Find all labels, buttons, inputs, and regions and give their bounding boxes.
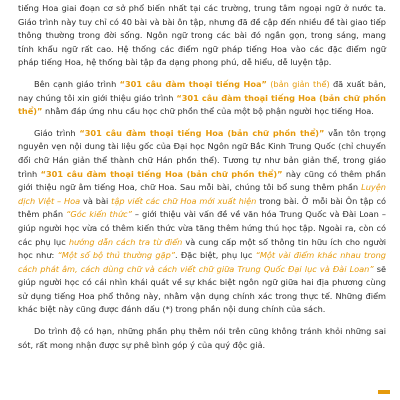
title-highlight: “301 câu đàm thoại tiếng Hoa (bản chữ phồn thể)” — [79, 127, 325, 138]
text: đã xuất bản, nay chúng tôi xin giới thiệu giáo trình — [18, 78, 386, 103]
page-marker — [378, 390, 390, 394]
italic-highlight: “Một số bộ thủ thường gặp” — [57, 250, 176, 261]
text: . Đặc biệt, phụ lục — [175, 250, 256, 261]
italic-highlight: hướng dẫn cách tra từ điển — [68, 236, 183, 247]
italic-highlight: tập viết các chữ Hoa mới xuất hiện — [111, 195, 257, 206]
title-highlight: “301 câu đàm thoại tiếng Hoa” — [119, 78, 267, 89]
text: Bên cạnh giáo trình — [34, 78, 120, 89]
text: và cung cấp một số thông tin hữu ích cho người học như: — [18, 236, 386, 261]
paragraph-content-description — [18, 127, 386, 317]
line: đề tài giao tiếp thông thường trong đời sống. Ngôn ngữ trong các bài đó ngắn gọn, — [18, 16, 387, 41]
line: tiếng Hoa giai đoạn cơ sở phổ biến nhất tại các trường, trung tâm ngoại ngữ ở — [18, 3, 353, 13]
title-highlight: “301 câu đàm thoại tiếng Hoa (bản chữ phồn thể)” — [18, 92, 386, 117]
text: Do trình độ có hạn, những phần phụ thêm nói trên cũng không tránh khỏi những sai sót, rất mong nhận được sự phê bình góp ý của quý độc giả. — [18, 326, 386, 350]
text: – giới thiệu vài vấn đề về văn hóa Trung Quốc và Đài Loan – giúp người học vừa có thêm kiến thức vừa tăng thêm hứng thú học tập. Ngoài ra, còn có các phụ lục — [18, 209, 386, 247]
italic-highlight: “Góc kiến thức” — [66, 209, 132, 220]
text: sẽ giúp người học có cái nhìn khái quát về sự khác biệt ngôn ngữ giữa hai địa phương cùng sử dụng tiếng Hoa phổ thông này, nhằm vận dụng chính xác trong thực tế. Những điểm khác biệt này cũng được đánh dấu (*) trong phần nội dung chính của sách. — [18, 263, 386, 315]
paragraph-closing — [18, 325, 386, 352]
paragraph-intro — [18, 2, 386, 70]
title-highlight: “301 câu đàm thoại tiếng Hoa (bản chữ phồn thể)” — [40, 168, 283, 179]
text: trong bài. Ở mỗi bài Ôn tập có thêm phần — [18, 195, 386, 220]
line: hiểu, dễ luyện tập. — [254, 57, 332, 68]
line: nước ta. Giáo trình này tuy chỉ có 40 bài và bài ôn tập, nhưng đã đề cập đến nhiều — [18, 3, 386, 27]
italic-highlight: Luyện dịch Việt – Hoa — [18, 182, 386, 206]
paragraph-introduction-traditional — [18, 78, 386, 119]
line: trong sáng, mang tính khẩu ngữ rất cao. Hệ thống các điểm ngữ pháp tiếng Hoa — [18, 30, 387, 54]
text: này cũng có thêm phần giới thiệu ngữ âm tiếng Hoa, chữ Hoa. Sau mỗi bài, chúng tôi bổ sung thêm phần — [18, 168, 386, 193]
text: vẫn tôn trọng nguyên vẹn nội dung tài liệu gốc của Đại học Ngôn ngữ Bắc Kinh Trung Quốc (chỉ chuyển đổi chữ Hán giản thể thành chữ Hán phồn thể). Tương tự như bản giản thể, trong giáo trình — [18, 127, 386, 179]
title-note: (bản giản thể) — [266, 78, 330, 89]
text: và bài — [80, 195, 112, 206]
text: Giáo trình — [34, 127, 80, 138]
italic-highlight: “Một vài điểm khác nhau trong cách phát âm, cách dùng chữ và cách viết chữ giữa Trung Quốc Đại lục và Đài Loan” — [18, 250, 386, 274]
text: nhằm đáp ứng nhu cầu học chữ phồn thể của một bộ phận người học tiếng Hoa. — [42, 106, 374, 117]
line: vào các đặc điểm ngữ pháp tiếng Hoa, hệ thống bài tập đa dạng phong phú, dễ — [18, 43, 386, 68]
